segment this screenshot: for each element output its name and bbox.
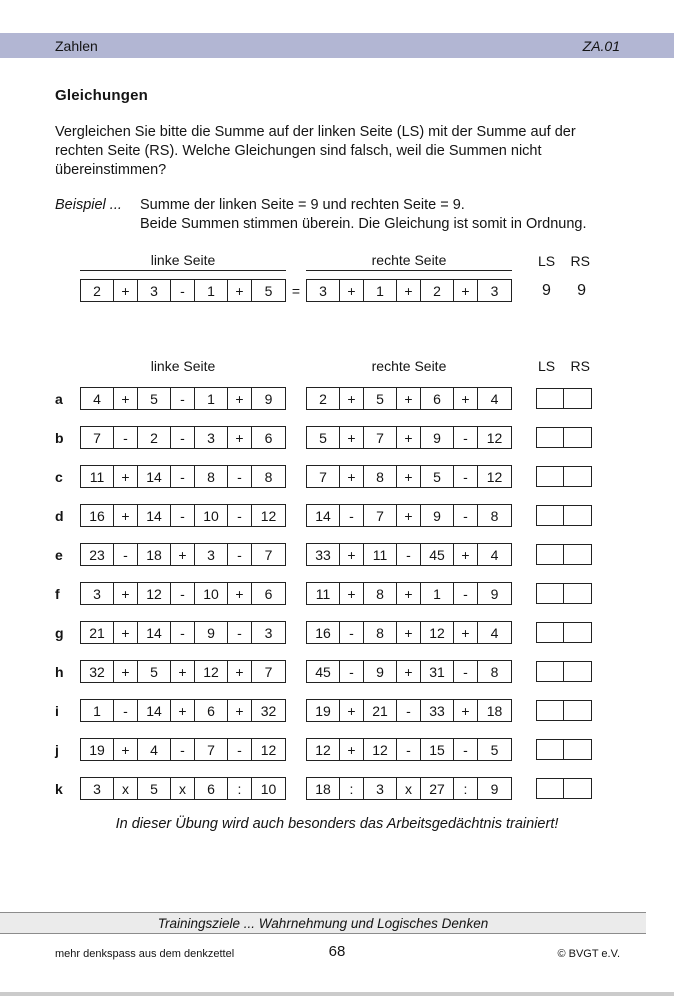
- lsrs-answer-boxes: [536, 700, 592, 721]
- number-cell: 7: [81, 427, 114, 448]
- operator-cell: +: [114, 622, 138, 643]
- row-letter: i: [55, 702, 59, 719]
- example-column-header: [55, 252, 674, 271]
- operator-cell: -: [228, 544, 252, 565]
- ls-value: 9: [542, 281, 551, 299]
- header-bar: [0, 33, 674, 58]
- operator-cell: +: [340, 427, 364, 448]
- operator-cell: +: [114, 505, 138, 526]
- equation-row: [55, 738, 674, 761]
- number-cell: 5: [307, 427, 340, 448]
- equation-table-right: [306, 465, 512, 488]
- operator-cell: -: [171, 505, 195, 526]
- operator-cell: -: [454, 739, 478, 760]
- ls-answer-box[interactable]: [536, 427, 564, 448]
- operator-cell: +: [397, 466, 421, 487]
- equation-table-right: [306, 279, 512, 302]
- row-letter: c: [55, 468, 63, 485]
- row-letter: f: [55, 585, 60, 602]
- number-cell: 8: [490, 507, 499, 524]
- number-cell: 9: [195, 622, 228, 643]
- equation-table-right: [306, 777, 512, 800]
- number-cell: 3: [195, 427, 228, 448]
- equation-row: [55, 777, 674, 800]
- equation-table-left: [80, 738, 286, 761]
- number-cell: 3: [81, 778, 114, 799]
- number-cell: 5: [490, 741, 499, 758]
- rs-answer-box[interactable]: [564, 739, 592, 760]
- bottom-bar: [0, 992, 674, 996]
- number-cell: 14: [307, 505, 340, 526]
- ls-answer-box[interactable]: [536, 544, 564, 565]
- operator-cell: -: [171, 466, 195, 487]
- number-cell: 12: [364, 739, 397, 760]
- equation-table-left: [80, 387, 286, 410]
- operator-cell: +: [114, 739, 138, 760]
- number-cell: 9: [264, 390, 273, 407]
- rs-answer-box[interactable]: [564, 622, 592, 643]
- operator-cell: -: [171, 427, 195, 448]
- number-cell: 45: [421, 544, 454, 565]
- number-cell: 11: [364, 544, 397, 565]
- ls-answer-box[interactable]: [536, 778, 564, 799]
- equation-rows: [0, 387, 674, 800]
- equation-row: [55, 699, 674, 722]
- rs-answer-box[interactable]: [564, 388, 592, 409]
- ls-answer-box[interactable]: [536, 739, 564, 760]
- row-letter: a: [55, 390, 63, 407]
- equation-table-left: [80, 504, 286, 527]
- number-cell: 12: [260, 741, 277, 758]
- operator-cell: +: [340, 280, 364, 301]
- number-cell: 33: [307, 544, 340, 565]
- equation-row: [55, 387, 674, 410]
- number-cell: 2: [421, 280, 454, 301]
- column-header-left: linke Seite: [80, 252, 286, 271]
- number-cell: 7: [364, 427, 397, 448]
- equation-table-left: [80, 777, 286, 800]
- operator-cell: +: [340, 544, 364, 565]
- number-cell: 7: [364, 505, 397, 526]
- operator-cell: +: [114, 661, 138, 682]
- lsrs-answer-boxes: [536, 622, 592, 643]
- number-cell: 5: [264, 282, 273, 299]
- number-cell: 7: [307, 466, 340, 487]
- operator-cell: -: [228, 622, 252, 643]
- number-cell: 9: [490, 780, 499, 797]
- number-cell: 14: [138, 505, 171, 526]
- equation-table-left: [80, 621, 286, 644]
- number-cell: 10: [195, 505, 228, 526]
- operator-cell: +: [228, 583, 252, 604]
- example-equation-row: [55, 279, 674, 302]
- operator-cell: -: [171, 583, 195, 604]
- number-cell: 7: [195, 739, 228, 760]
- number-cell: 19: [307, 700, 340, 721]
- operator-cell: +: [397, 388, 421, 409]
- operator-cell: +: [114, 583, 138, 604]
- intro-text: Vergleichen Sie bitte die Summe auf der linken Seite (LS) mit der Summe auf der rechten Seite (RS). Welche Gleichungen sind falsch, weil die Summen nicht übereinstimmen?: [55, 124, 576, 178]
- number-cell: 8: [364, 583, 397, 604]
- operator-cell: +: [397, 661, 421, 682]
- equation-row: [55, 582, 674, 605]
- equation-table-right: [306, 699, 512, 722]
- ls-answer-box[interactable]: [536, 622, 564, 643]
- operator-cell: +: [114, 280, 138, 301]
- row-letter: h: [55, 663, 64, 680]
- ls-label: LS: [538, 253, 556, 269]
- number-cell: 2: [138, 427, 171, 448]
- lsrs-header: [536, 358, 592, 376]
- number-cell: 12: [138, 583, 171, 604]
- footer-tagline: mehr denkspass aus dem denkzettel: [55, 948, 235, 960]
- number-cell: 12: [307, 739, 340, 760]
- operator-cell: -: [340, 622, 364, 643]
- number-cell: 2: [307, 388, 340, 409]
- lsrs-header: [536, 253, 592, 271]
- rs-answer-box[interactable]: [564, 661, 592, 682]
- operator-cell: +: [397, 505, 421, 526]
- number-cell: 8: [364, 466, 397, 487]
- training-goals-band: [0, 912, 646, 934]
- equation-table-left: [80, 543, 286, 566]
- number-cell: 18: [486, 702, 503, 719]
- number-cell: 23: [81, 544, 114, 565]
- number-cell: 6: [195, 778, 228, 799]
- number-cell: 21: [81, 622, 114, 643]
- number-cell: 3: [264, 624, 273, 641]
- operator-cell: +: [454, 700, 478, 721]
- operator-cell: +: [454, 388, 478, 409]
- lsrs-answer-boxes: [536, 544, 592, 565]
- number-cell: 10: [195, 583, 228, 604]
- example-block: [55, 196, 624, 234]
- number-cell: 3: [364, 778, 397, 799]
- operator-cell: +: [454, 622, 478, 643]
- equation-table-right: [306, 738, 512, 761]
- operator-cell: -: [171, 622, 195, 643]
- example-lsrs-values: [536, 282, 592, 300]
- number-cell: 8: [264, 468, 273, 485]
- number-cell: 45: [307, 661, 340, 682]
- example-label: Beispiel ...: [55, 197, 122, 213]
- number-cell: 14: [138, 622, 171, 643]
- operator-cell: :: [228, 778, 252, 799]
- number-cell: 4: [490, 390, 499, 407]
- number-cell: 1: [195, 280, 228, 301]
- operator-cell: -: [171, 280, 195, 301]
- operator-cell: -: [228, 466, 252, 487]
- rs-answer-box[interactable]: [564, 466, 592, 487]
- lsrs-answer-boxes: [536, 778, 592, 799]
- operator-cell: :: [340, 778, 364, 799]
- number-cell: 4: [81, 388, 114, 409]
- equation-table-left: [80, 582, 286, 605]
- operator-cell: -: [228, 739, 252, 760]
- operator-cell: +: [114, 388, 138, 409]
- row-letter: g: [55, 624, 64, 641]
- operator-cell: +: [171, 661, 195, 682]
- operator-cell: -: [397, 739, 421, 760]
- lsrs-answer-boxes: [536, 388, 592, 409]
- number-cell: 15: [421, 739, 454, 760]
- operator-cell: -: [397, 700, 421, 721]
- number-cell: 9: [364, 661, 397, 682]
- operator-cell: +: [454, 544, 478, 565]
- operator-cell: -: [114, 700, 138, 721]
- number-cell: 5: [138, 661, 171, 682]
- note-text: In dieser Übung wird auch besonders das Arbeitsgedächtnis trainiert!: [115, 816, 559, 832]
- lsrs-answer-boxes: [536, 739, 592, 760]
- number-cell: 4: [490, 624, 499, 641]
- equation-table-right: [306, 504, 512, 527]
- ls-answer-box[interactable]: [536, 700, 564, 721]
- row-letter: k: [55, 780, 63, 797]
- number-cell: 31: [421, 661, 454, 682]
- number-cell: 8: [364, 622, 397, 643]
- number-cell: 8: [195, 466, 228, 487]
- number-cell: 7: [264, 663, 273, 680]
- operator-cell: -: [340, 505, 364, 526]
- row-letter: e: [55, 546, 63, 563]
- rs-answer-box[interactable]: [564, 427, 592, 448]
- ls-answer-box[interactable]: [536, 505, 564, 526]
- operator-cell: -: [114, 544, 138, 565]
- number-cell: 5: [138, 778, 171, 799]
- number-cell: 12: [260, 507, 277, 524]
- number-cell: 18: [138, 544, 171, 565]
- equation-row: [55, 504, 674, 527]
- equation-row: [55, 465, 674, 488]
- equation-table-right: [306, 543, 512, 566]
- number-cell: 12: [195, 661, 228, 682]
- number-cell: 9: [490, 585, 499, 602]
- number-cell: 7: [264, 546, 273, 563]
- equation-table-right: [306, 387, 512, 410]
- number-cell: 12: [421, 622, 454, 643]
- rs-answer-box[interactable]: [564, 700, 592, 721]
- equation-table-left: [80, 426, 286, 449]
- number-cell: 16: [307, 622, 340, 643]
- operator-cell: +: [171, 544, 195, 565]
- row-letter: b: [55, 429, 64, 446]
- column-header-right: rechte Seite: [371, 358, 447, 374]
- equation-table-right: [306, 660, 512, 683]
- operator-cell: +: [228, 700, 252, 721]
- operator-cell: -: [454, 427, 478, 448]
- row-letter: d: [55, 507, 64, 524]
- number-cell: 27: [421, 778, 454, 799]
- ls-label: LS: [538, 358, 556, 374]
- number-cell: 9: [421, 505, 454, 526]
- number-cell: 9: [421, 427, 454, 448]
- example-explanation: [140, 196, 586, 234]
- lsrs-answer-boxes: [536, 661, 592, 682]
- lsrs-answer-boxes: [536, 466, 592, 487]
- operator-cell: +: [171, 700, 195, 721]
- number-cell: 1: [364, 280, 397, 301]
- rs-label: RS: [570, 253, 590, 269]
- operator-cell: -: [454, 466, 478, 487]
- operator-cell: +: [114, 466, 138, 487]
- column-header-right: rechte Seite: [306, 252, 512, 271]
- number-cell: 1: [195, 388, 228, 409]
- number-cell: 3: [195, 544, 228, 565]
- operator-cell: x: [171, 778, 195, 799]
- number-cell: 6: [195, 700, 228, 721]
- number-cell: 3: [81, 583, 114, 604]
- operator-cell: +: [228, 280, 252, 301]
- equation-row: [55, 621, 674, 644]
- operator-cell: -: [454, 583, 478, 604]
- page-title: Gleichungen: [55, 87, 149, 104]
- equation-row: [55, 426, 674, 449]
- number-cell: 10: [260, 780, 277, 797]
- number-cell: 12: [486, 468, 503, 485]
- number-cell: 5: [138, 388, 171, 409]
- number-cell: 32: [260, 702, 277, 719]
- equation-table-left: [80, 699, 286, 722]
- operator-cell: -: [340, 661, 364, 682]
- rs-label: RS: [570, 358, 590, 374]
- operator-cell: -: [454, 661, 478, 682]
- operator-cell: +: [340, 739, 364, 760]
- number-cell: 2: [81, 280, 114, 301]
- operator-cell: +: [228, 427, 252, 448]
- number-cell: 11: [81, 466, 114, 487]
- lsrs-answer-boxes: [536, 427, 592, 448]
- number-cell: 8: [490, 663, 499, 680]
- operator-cell: x: [114, 778, 138, 799]
- equation-table-right: [306, 582, 512, 605]
- equals-sign: =: [291, 282, 301, 299]
- operator-cell: +: [228, 661, 252, 682]
- operator-cell: x: [397, 778, 421, 799]
- number-cell: 3: [490, 282, 499, 299]
- number-cell: 32: [81, 661, 114, 682]
- lsrs-answer-boxes: [536, 583, 592, 604]
- rs-answer-box[interactable]: [564, 778, 592, 799]
- number-cell: 4: [490, 546, 499, 563]
- equation-row: [55, 543, 674, 566]
- number-cell: 3: [307, 280, 340, 301]
- operator-cell: +: [397, 583, 421, 604]
- example-line1: Summe der linken Seite = 9 und rechten Seite = 9.: [140, 197, 465, 213]
- operator-cell: +: [340, 583, 364, 604]
- footer-copyright: © BVGT e.V.: [557, 948, 620, 960]
- ls-answer-box[interactable]: [536, 388, 564, 409]
- operator-cell: -: [454, 505, 478, 526]
- rs-value: 9: [577, 281, 586, 299]
- equation-row: [55, 660, 674, 683]
- number-cell: 33: [421, 700, 454, 721]
- page-number: 68: [328, 943, 346, 960]
- number-cell: 21: [364, 700, 397, 721]
- number-cell: 6: [264, 429, 273, 446]
- header-section-label: Zahlen: [55, 37, 98, 54]
- operator-cell: +: [340, 388, 364, 409]
- operator-cell: +: [340, 700, 364, 721]
- number-cell: 14: [138, 700, 171, 721]
- number-cell: 12: [486, 429, 503, 446]
- example-line2: Beide Summen stimmen überein. Die Gleichung ist somit in Ordnung.: [140, 216, 587, 232]
- number-cell: 14: [138, 466, 171, 487]
- equation-table-left: [80, 465, 286, 488]
- lsrs-answer-boxes: [536, 505, 592, 526]
- rs-answer-box[interactable]: [564, 544, 592, 565]
- operator-cell: +: [397, 280, 421, 301]
- ls-answer-box[interactable]: [536, 661, 564, 682]
- equation-table-right: [306, 621, 512, 644]
- exercise-column-header: [55, 358, 674, 376]
- operator-cell: +: [340, 466, 364, 487]
- ls-answer-box[interactable]: [536, 583, 564, 604]
- number-cell: 4: [138, 739, 171, 760]
- number-cell: 18: [307, 778, 340, 799]
- equation-table-left: [80, 660, 286, 683]
- number-cell: 11: [307, 583, 340, 604]
- equation-table-right: [306, 426, 512, 449]
- number-cell: 1: [81, 700, 114, 721]
- number-cell: 1: [421, 583, 454, 604]
- column-header-left: linke Seite: [150, 358, 216, 374]
- number-cell: 16: [81, 505, 114, 526]
- number-cell: 5: [421, 466, 454, 487]
- operator-cell: -: [171, 739, 195, 760]
- number-cell: 3: [138, 280, 171, 301]
- training-goals-text: Trainingsziele ... Wahrnehmung und Logisches Denken: [157, 915, 489, 931]
- operator-cell: +: [454, 280, 478, 301]
- equation-table-left: [80, 279, 286, 302]
- operator-cell: +: [397, 427, 421, 448]
- operator-cell: -: [397, 544, 421, 565]
- number-cell: 5: [364, 388, 397, 409]
- header-code: ZA.01: [582, 37, 620, 54]
- operator-cell: +: [228, 388, 252, 409]
- operator-cell: :: [454, 778, 478, 799]
- rs-answer-box[interactable]: [564, 505, 592, 526]
- operator-cell: -: [228, 505, 252, 526]
- row-letter: j: [55, 741, 59, 758]
- rs-answer-box[interactable]: [564, 583, 592, 604]
- number-cell: 6: [264, 585, 273, 602]
- operator-cell: +: [397, 622, 421, 643]
- operator-cell: -: [171, 388, 195, 409]
- operator-cell: -: [114, 427, 138, 448]
- ls-answer-box[interactable]: [536, 466, 564, 487]
- number-cell: 6: [421, 388, 454, 409]
- number-cell: 19: [81, 739, 114, 760]
